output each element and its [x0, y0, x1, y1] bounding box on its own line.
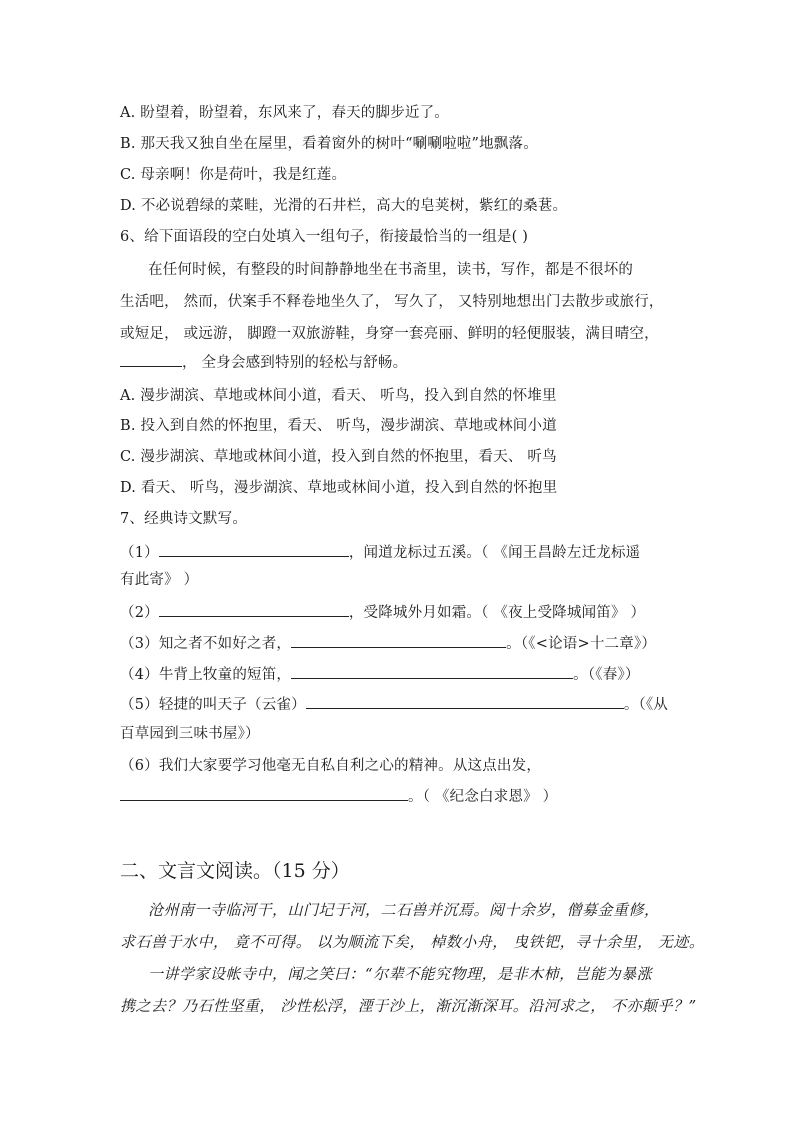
item-number: （6） [120, 758, 159, 774]
q7-item-2 [120, 602, 645, 623]
answer-blank[interactable] [306, 694, 624, 709]
q6-passage-tail: ， 全身会感到特别的轻松与舒畅。 [182, 355, 408, 371]
answer-blank[interactable] [159, 542, 349, 557]
item-number: （2） [120, 605, 159, 621]
q6-passage-line: 在任何时候，有整段的时间静静地坐在书斋里，读书，写作，都是不很坏的 [148, 262, 634, 278]
q7-item-6 [120, 756, 541, 776]
q6-passage-line: 生活吧， 然而，伏案手不释卷地坐久了， 写久了， 又特别地想出门去散步或旅行， [120, 294, 664, 310]
q7-item-5 [120, 694, 668, 715]
q7-item-4 [120, 664, 640, 685]
item-text: 我们大家要学习他毫无自私自利之心的精神。从这点出发， [158, 758, 542, 774]
item-number: （5） [120, 697, 159, 713]
answer-blank[interactable] [120, 786, 408, 801]
answer-blank[interactable] [159, 602, 349, 617]
q6-option-d: D. 看天、 听鸟，漫步湖滨、草地或林间小道，投入到自然的怀抱里 [120, 480, 558, 496]
item-number: （4） [120, 667, 159, 683]
answer-blank[interactable] [291, 633, 506, 648]
q7-item-6-wrap [120, 786, 557, 807]
q7-item-3 [120, 633, 656, 654]
q7-item-1 [120, 542, 640, 563]
item-source: 。（ 《纪念白求恩》 ） [408, 789, 558, 805]
item-source: 。（《春》） [573, 667, 640, 683]
answer-blank[interactable] [120, 352, 182, 367]
item-source: 。（《<论语>十二章》） [506, 636, 657, 652]
item-source: 。（《从 [623, 697, 669, 713]
q6-option-a: A. 漫步湖滨、草地或林间小道，看天、 听鸟，投入到自然的怀堆里 [120, 388, 557, 404]
q7-stem: 7、经典诗文默写。 [120, 511, 248, 527]
option-a: A. 盼望着，盼望着，东风来了，春天的脚步近了。 [120, 105, 449, 121]
item-number: （3） [120, 636, 159, 652]
option-b: B. 那天我又独自坐在屋里，看着窗外的树叶“唰唰啦啦”地飘落。 [120, 136, 538, 152]
q6-stem: 6、给下面语段的空白处填入一组句子，衔接最恰当的一组是( ) [120, 229, 529, 245]
q7-item-1-wrap: 有此寄》 ） [120, 572, 199, 588]
passage-line: 携之去？乃石性坚重， 沙性松浮，湮于沙上，渐沉渐深耳。沿河求之， 不亦颠乎？” [120, 997, 697, 1015]
q6-passage-line [120, 352, 407, 373]
item-text: 牛背上牧童的短笛， [158, 667, 292, 683]
section-heading: 二、文言文阅读。（15 分） [120, 860, 350, 882]
passage-line: 求石兽于水中， 竟不可得。 以为顺流下矣， 棹数小舟， 曳铁钯，寻十余里， 无迹。 [120, 933, 705, 951]
passage-line: 一讲学家设帐寺中，闻之笑曰：“尔辈不能究物理，是非木柿，岂能为暴涨 [148, 965, 653, 983]
item-text: ，闻道龙标过五溪。（ 《闻王昌龄左迁龙标遥 [348, 545, 641, 561]
q7-item-5-wrap: 百草园到三味书屋》） [120, 726, 260, 742]
q6-option-b: B. 投入到自然的怀抱里，看天、 听鸟，漫步湖滨、草地或林间小道 [120, 418, 557, 434]
option-c: C. 母亲啊！你是荷叶，我是红莲。 [120, 167, 347, 183]
item-text: 知之者不如好之者， [158, 636, 292, 652]
option-d: D. 不必说碧绿的菜畦，光滑的石井栏，高大的皂荚树，紫红的桑葚。 [120, 198, 568, 214]
passage-line: 沧州南一寺临河干，山门圮于河，二石兽并沉焉。阅十余岁，僧募金重修， [148, 901, 660, 919]
item-text: ，受降城外月如霜。（ 《夜上受降城闻笛》 ） [348, 605, 646, 621]
item-text: 轻捷的叫天子（云雀） [158, 697, 306, 713]
q6-option-c: C. 漫步湖滨、草地或林间小道，投入到自然的怀抱里，看天、 听鸟 [120, 449, 557, 465]
answer-blank[interactable] [291, 664, 573, 679]
q6-passage-line: 或短足， 或远游， 脚蹬一双旅游鞋，身穿一套亮丽、鲜明的轻便服装，满目晴空， [120, 326, 659, 342]
item-number: （1） [120, 545, 159, 561]
